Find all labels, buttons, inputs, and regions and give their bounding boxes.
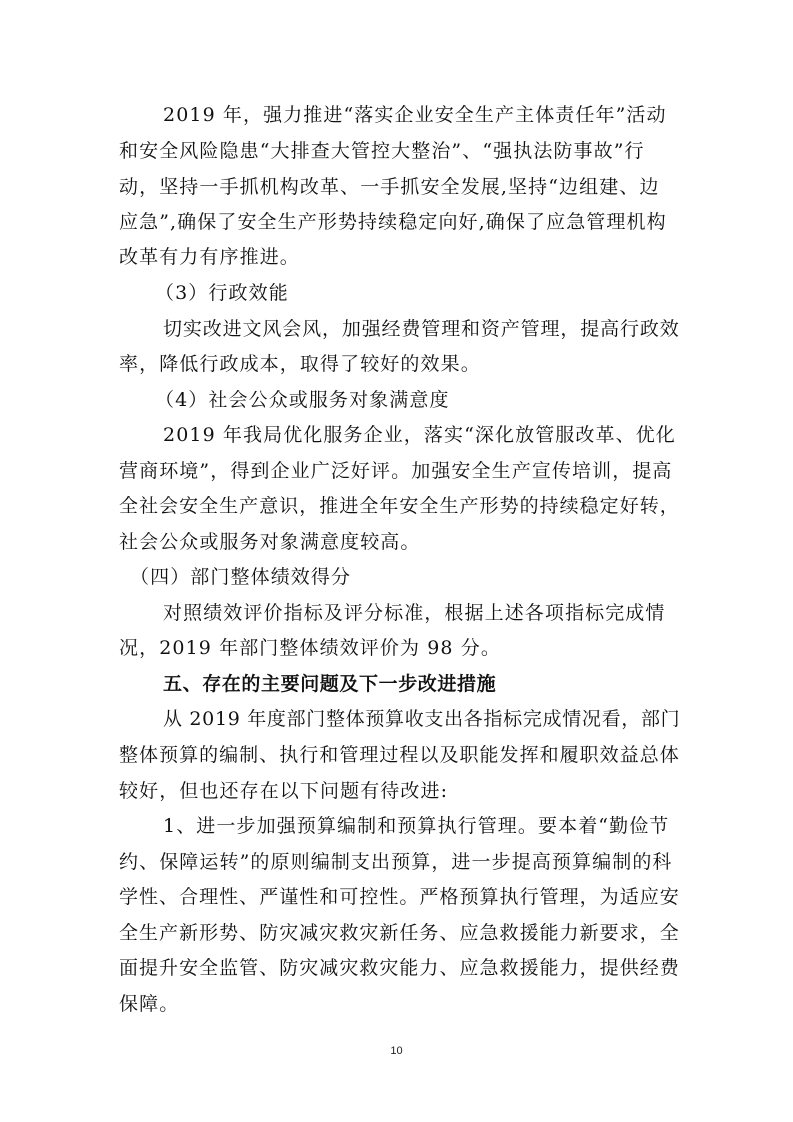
paragraph-line: 和安全风险隐患“大排查大管控大整治”、“强执法防事故”行: [119, 140, 645, 162]
paragraph-line: 况，2019 年部门整体绩效评价为 98 分。: [119, 637, 501, 659]
paragraph-line: 社会公众或服务对象满意度较高。: [119, 531, 421, 553]
paragraph-line: 较好，但也还存在以下问题有待改进:: [119, 780, 449, 802]
paragraph-line: 全社会安全生产意识，推进全年安全生产形势的持续稳定好转，: [119, 495, 680, 517]
paragraph-line: 2019 年，强力推进“落实企业安全生产主体责任年”活动: [163, 104, 667, 126]
paragraph-line: 动，坚持一手抓机构改革、一手抓安全发展,坚持“边组建、边: [119, 176, 660, 198]
paragraph-line: 学性、合理性、严谨性和可控性。严格预算执行管理，为适应安: [119, 886, 680, 908]
section-heading: 五、存在的主要问题及下一步改进措施: [163, 673, 497, 695]
paragraph-line: 应急”,确保了安全生产形势持续稳定向好,确保了应急管理机构: [119, 211, 667, 233]
paragraph-line: 改革有力有序推进。: [119, 246, 300, 268]
paragraph-line: 对照绩效评价指标及评分标准，根据上述各项指标完成情: [163, 602, 666, 624]
paragraph-line: 约、保障运转”的原则编制支出预算，进一步提高预算编制的科: [119, 851, 673, 873]
page-number: 10: [390, 1045, 403, 1057]
section-subheading: （3）行政效能: [155, 282, 289, 304]
paragraph-line: 1、进一步加强预算编制和预算执行管理。要本着“勤俭节: [163, 815, 670, 837]
paragraph-line: 整体预算的编制、执行和管理过程以及职能发挥和履职效益总体: [119, 744, 680, 766]
paragraph-line: 率，降低行政成本，取得了较好的效果。: [119, 353, 481, 375]
paragraph-line: 从 2019 年度部门整体预算收支出各指标完成情况看，部门: [163, 708, 681, 730]
paragraph-line: 2019 年我局优化服务企业，落实“深化放管服改革、优化: [163, 424, 676, 446]
paragraph-line: 面提升安全监管、防灾减灾救灾能力、应急救援能力，提供经费: [119, 957, 680, 979]
section-subheading: （四）部门整体绩效得分: [130, 566, 352, 588]
paragraph-line: 全生产新形势、防灾减灾救灾新任务、应急救援能力新要求，全: [119, 922, 680, 944]
paragraph-line: 切实改进文风会风，加强经费管理和资产管理，提高行政效: [163, 318, 680, 340]
paragraph-line: 营商环境”，得到企业广泛好评。加强安全生产宣传培训，提高: [119, 460, 673, 482]
section-subheading: （4）社会公众或服务对象满意度: [155, 389, 450, 411]
paragraph-line: 保障。: [119, 993, 180, 1015]
